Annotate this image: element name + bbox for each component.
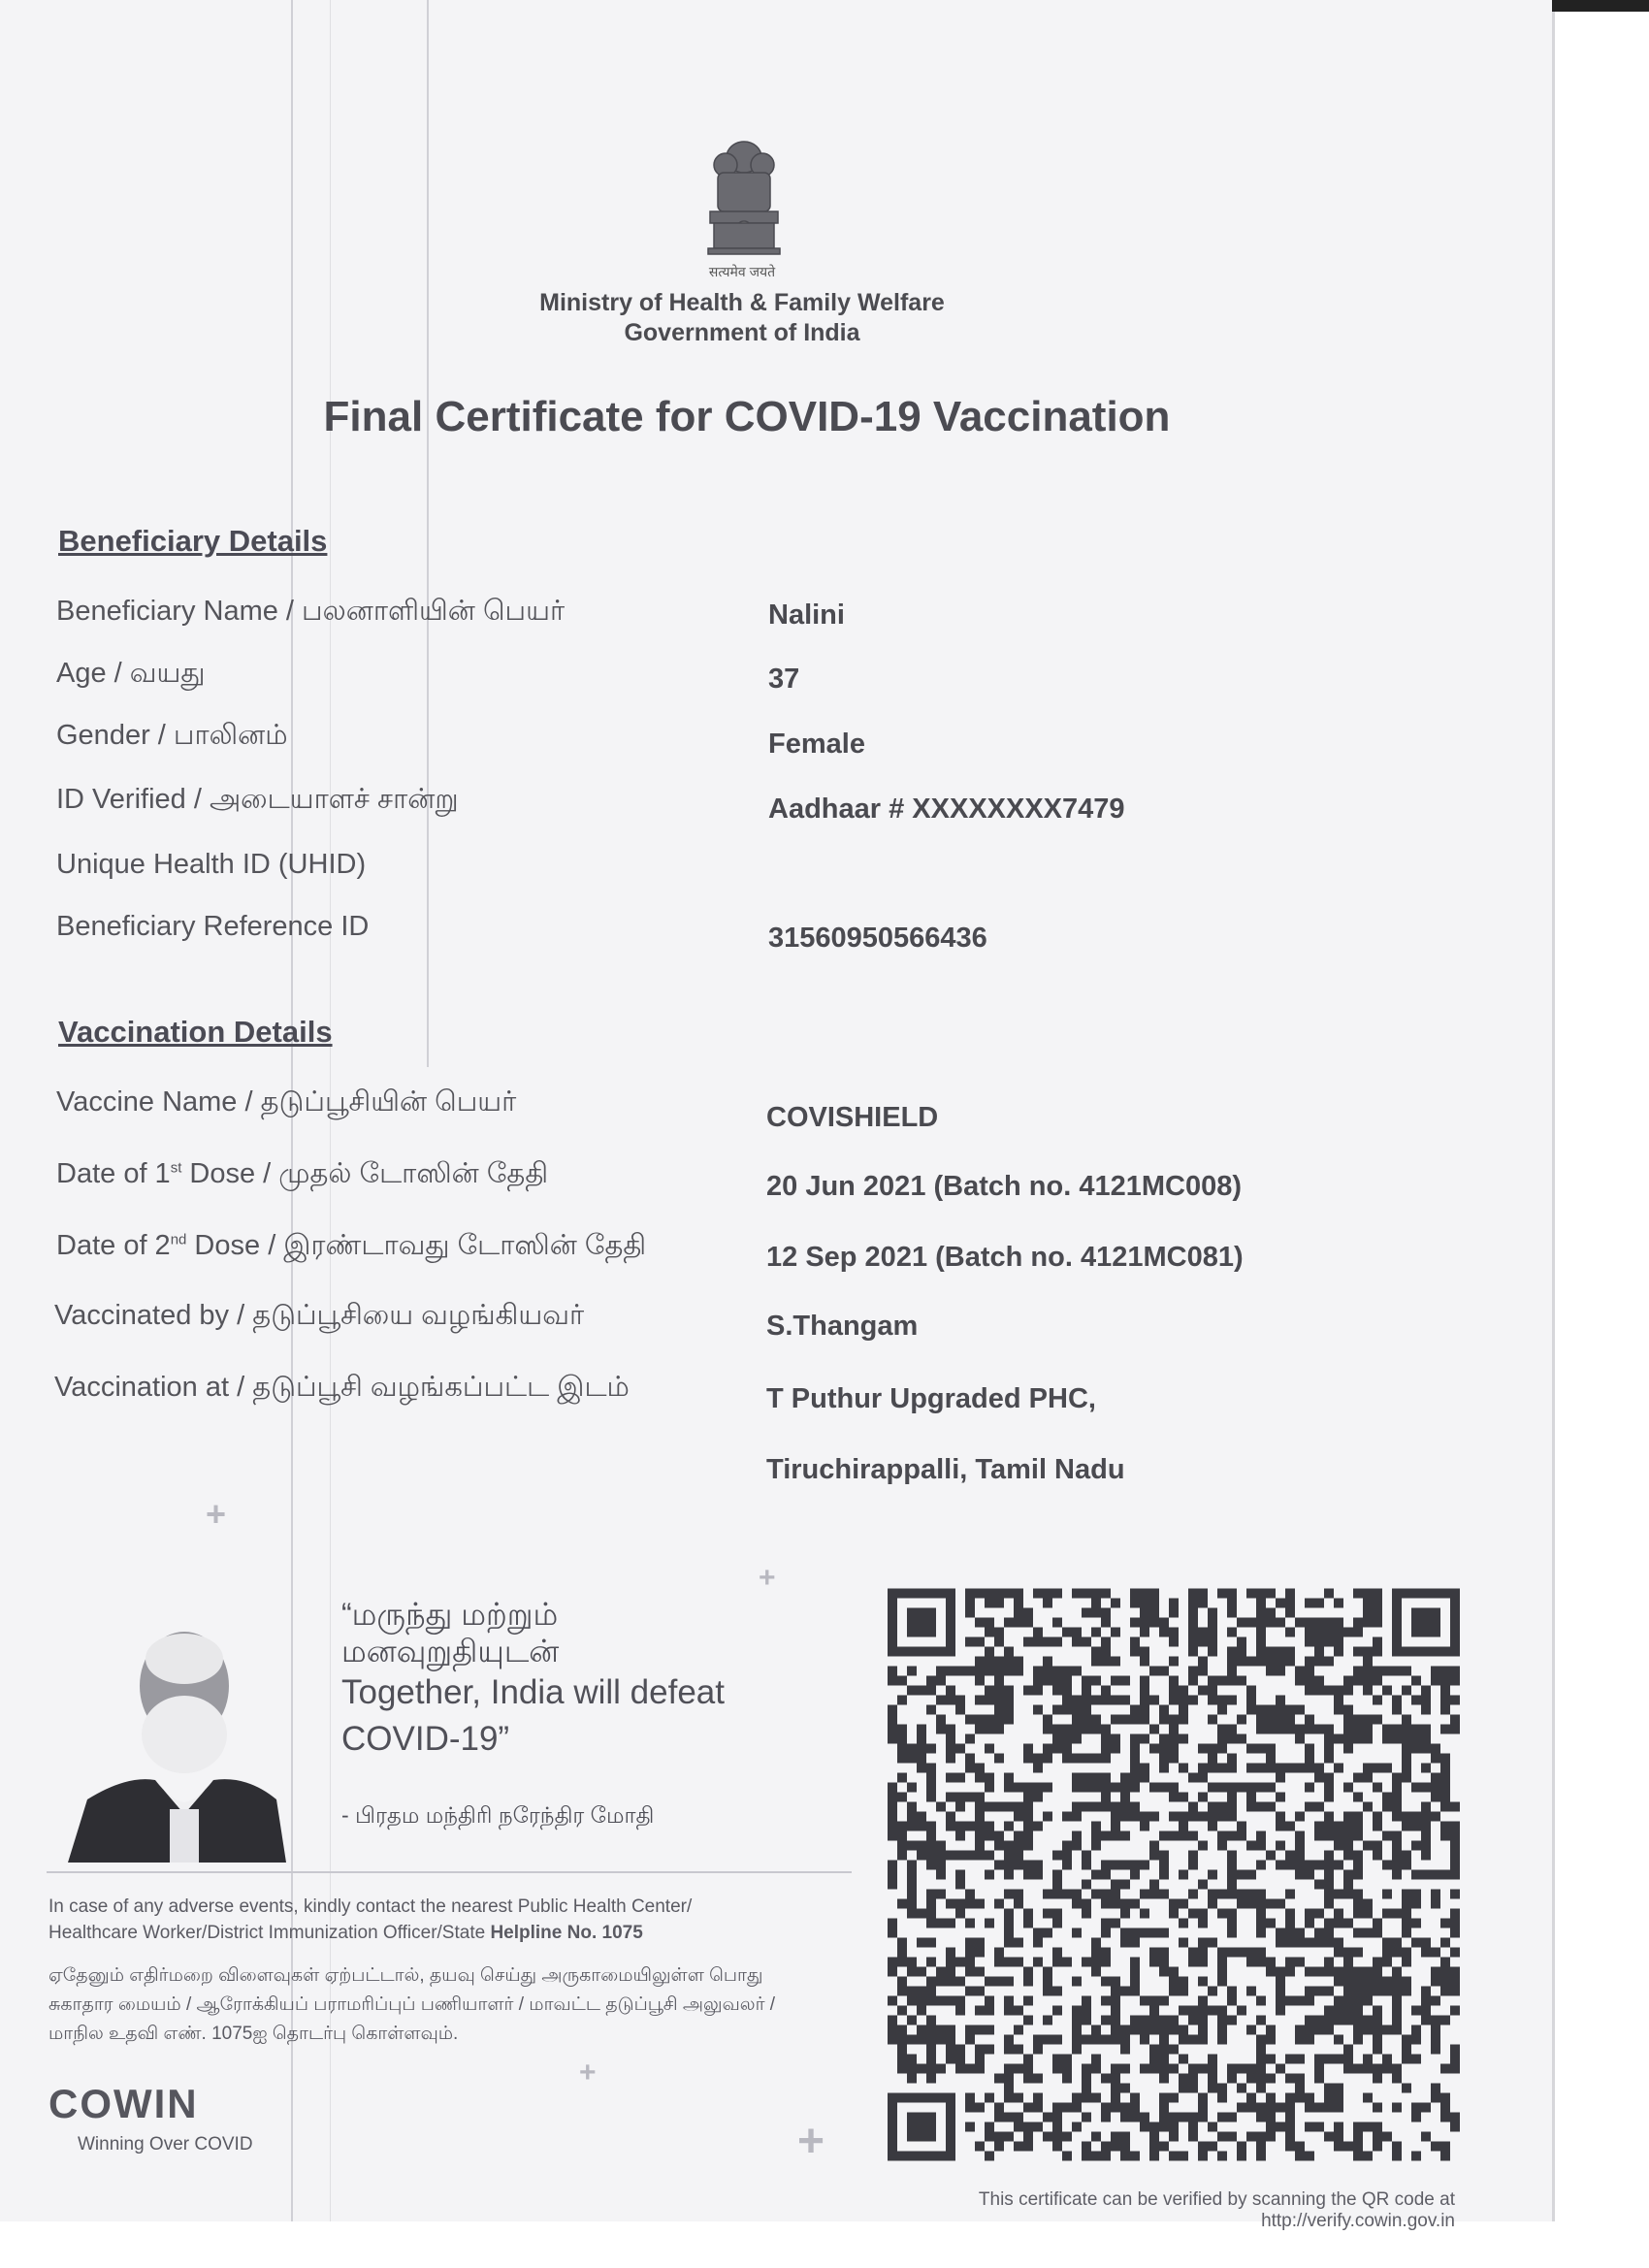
first-dose-label-pre: Date of 1 [56,1158,171,1189]
verification-note [854,2189,1455,2232]
uhid-label: Unique Health ID (UHID) [56,849,367,880]
second-dose-batch: (Batch no. 4121MC081) [935,1242,1244,1273]
beneficiary-name-label: Beneficiary Name / பலனாளியின் பெயர் [56,596,566,627]
national-emblem-icon [700,136,788,281]
second-dose-label-sup: nd [170,1231,187,1248]
second-dose-value [766,1242,1244,1274]
first-dose-label-post: Dose / முதல் டோஸின் தேதி [181,1158,549,1189]
first-dose-label-sup: st [170,1159,182,1177]
quote-attribution: - பிரதம மந்திரி நரேந்திர மோதி [341,1802,655,1828]
id-verified-value: Aadhaar # XXXXXXXX7479 [768,794,1125,825]
verify-line1: This certificate can be verified by scanning the QR code at [978,2189,1455,2210]
note-tamil-line3: மாநில உதவி எண். 1075ஐ தொடர்பு கொள்ளவும். [48,2024,459,2044]
first-dose-value [766,1171,1242,1203]
decorative-plus-icon: + [759,1562,776,1594]
quote-english-line1: Together, India will defeat [341,1673,725,1711]
gender-value: Female [768,729,865,760]
age-label: Age / வயது [56,658,206,689]
government-name: Government of India [624,319,860,346]
vaccine-name-value: COVISHIELD [766,1102,939,1133]
second-dose-label [56,1230,646,1265]
vaccinated-at-label: Vaccination at / தடுப்பூசி வழங்கப்பட்ட இடம் [54,1372,630,1403]
adverse-event-note-english [48,1894,844,1946]
page-title: Final Certificate for COVID-19 Vaccination [323,393,1171,440]
scan-edge [1552,0,1649,12]
note-english-line2 [48,1920,844,1946]
divider [47,1871,852,1873]
second-dose-label-post: Dose / இரண்டாவது டோஸின் தேதி [186,1230,647,1261]
first-dose-label [56,1158,548,1193]
note-tamil-line2: சுகாதார மையம் / ஆரோக்கியப் பராமரிப்புப் பணியாளர் / மாவட்ட தடுப்பூசி அலுவலர் / [48,1994,776,2015]
ministry-name: Ministry of Health & Family Welfare [539,289,945,316]
note-tamil-line1: ஏதேனும் எதிர்மறை விளைவுகள் ஏற்பட்டால், தயவு செய்து அருகாமையிலுள்ள பொது [48,1965,763,1986]
scan-artifact-line [427,0,429,1067]
verify-url: http://verify.cowin.gov.in [1261,2211,1455,2231]
quote-tamil-line1: “மருந்து மற்றும் [341,1597,559,1632]
vaccinated-by-value: S.Thangam [766,1311,919,1342]
decorative-plus-icon: + [797,2116,825,2167]
id-verified-label: ID Verified / அடையாளச் சான்று [56,784,459,815]
vaccinated-by-label: Vaccinated by / தடுப்பூசியை வழங்கியவர் [54,1300,585,1331]
cowin-logo: COWIN [48,2081,199,2126]
quote-english-line2: COVID-19” [341,1720,510,1758]
helpline-number: Helpline No. 1075 [490,1923,643,1943]
adverse-event-note-tamil [48,1961,844,2049]
quote-tamil-line2: மனவுறுதியுடன் [341,1634,560,1669]
note-english-line2-text: Healthcare Worker/District Immunization Officer/State [48,1923,491,1943]
beneficiary-name-value: Nalini [768,599,845,631]
first-dose-date: 20 Jun 2021 [766,1171,926,1202]
age-value: 37 [768,664,800,695]
emblem-motto: सत्यमेव जयते [708,264,776,279]
vaccinated-at-line1: T Puthur Upgraded PHC, [766,1383,1096,1414]
second-dose-label-pre: Date of 2 [56,1230,171,1261]
first-dose-batch: (Batch no. 4121MC008) [933,1171,1243,1202]
beneficiary-section-heading: Beneficiary Details [58,524,328,558]
prime-minister-photo [48,1620,286,1863]
verification-qr-code [888,1586,1460,2163]
vaccination-section-heading: Vaccination Details [58,1015,333,1049]
vaccine-name-label: Vaccine Name / தடுப்பூசியின் பெயர் [56,1086,517,1118]
second-dose-date: 12 Sep 2021 [766,1242,928,1273]
vaccinated-at-line2: Tiruchirappalli, Tamil Nadu [766,1454,1125,1485]
cowin-tagline: Winning Over COVID [78,2134,253,2155]
beneficiary-reference-value: 31560950566436 [768,923,987,954]
decorative-plus-icon: + [579,2057,597,2089]
pm-quote [341,1596,826,1763]
note-english-line1: In case of any adverse events, kindly contact the nearest Public Health Center/ [48,1896,693,1917]
decorative-plus-icon: + [206,1494,227,1534]
gender-label: Gender / பாலினம் [56,720,288,751]
beneficiary-reference-label: Beneficiary Reference ID [56,911,370,942]
ministry-heading [485,288,999,348]
